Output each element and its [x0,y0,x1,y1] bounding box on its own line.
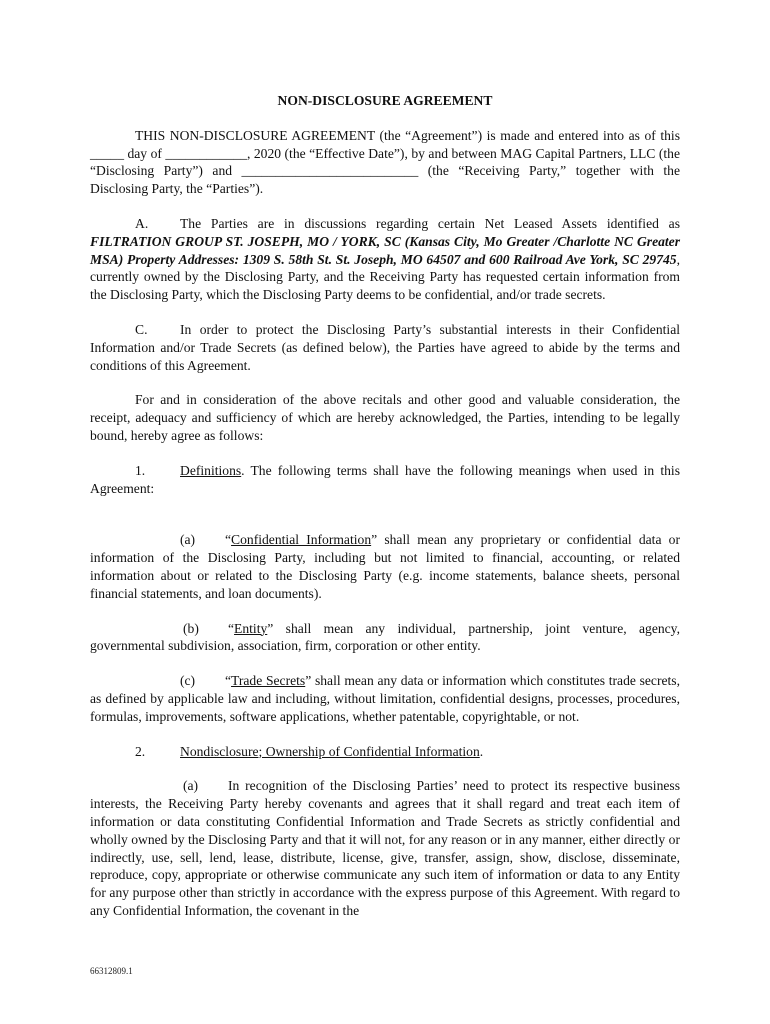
definition-b-open-quote: “ [228,620,235,636]
consideration-paragraph: For and in consideration of the above recitals and other good and valuable consideration, the receipt, adequacy and sufficiency of which are hereby acknowledged, the Parties, intending to be legally bound, hereby agree as follows: [90,392,680,443]
section-1-heading: Definitions [180,462,242,478]
section-2-heading: Nondisclosure; Ownership of Confidential Information [180,743,480,759]
section-1 [90,462,680,498]
section-2-a [90,777,680,919]
document-id-footer: 66312809.1 [90,966,133,976]
definition-c-label: (c) [180,673,196,689]
recital-a [90,215,680,304]
section-2 [90,743,680,761]
recital-c-label: C. [135,321,148,337]
document-body [90,92,680,920]
section-1-label: 1. [135,462,146,478]
recital-a-label: A. [135,215,149,231]
definition-a [90,531,680,602]
definition-c [90,672,680,725]
recital-a-property: FILTRATION GROUP ST. JOSEPH, MO / YORK, SC (Kansas City, Mo Greater /Charlotte NC Greater MSA) Property Addresses: 1309 S. 58th St. St. Joseph, MO 64507 and 600 Railroad Ave York, SC 29745 [90,233,680,267]
definition-b-term: Entity [234,620,268,636]
definition-a-label: (a) [180,532,196,548]
section-2-label: 2. [135,743,146,759]
definition-c-open-quote: “ [225,673,232,689]
recital-a-rest: , currently owned by the Disclosing Party, and the Receiving Party has requested certain information from the Disclosing Party, which the Disclosing Party deems to be confidential, and/or trade secrets. [90,251,680,303]
section-2-text: . [479,743,484,759]
recital-c [90,321,680,374]
section-1-text: . The following terms shall have the following meanings when used in this Agreement: [90,462,680,496]
definition-c-term: Trade Secrets [231,673,306,689]
definition-a-text: ” shall mean any proprietary or confidential data or information of the Disclosing Party, including but not limited to financial, accounting, or related information about or related to the Disclosing Party (e.g. income statements, balance sheets, personal financial statements, and loan documents). [90,532,680,601]
definition-a-term: Confidential Information [231,532,372,548]
definition-b-text: ” shall mean any individual, partnership, joint venture, agency, governmental subdivision, association, firm, corporation or other entity. [90,620,680,654]
definition-c-text: ” shall mean any data or information which constitutes trade secrets, as defined by applicable law and including, without limitation, confidential designs, processes, procedures, formulas, improvements, software applications, whether patentable, copyrightable, or not. [90,673,680,724]
section-2-a-label: (a) [183,778,199,794]
recital-a-lead: The Parties are in discussions regarding certain Net Leased Assets identified as [180,215,680,231]
intro-paragraph: THIS NON-DISCLOSURE AGREEMENT (the “Agreement”) is made and entered into as of this _____ day of ____________, 2020 (the “Effective Date”), by and between MAG Capital Partners, LLC (the “Disclosing Party”) and __________________________ (the “Receiving Party,” together with the Disclosing Party, the “Parties”). [90,127,680,197]
definition-b-label: (b) [183,620,199,636]
document-title: NON-DISCLOSURE AGREEMENT [277,93,493,108]
definition-a-open-quote: “ [225,532,232,548]
recital-c-text: In order to protect the Disclosing Party’s substantial interests in their Confidential Information and/or Trade Secrets (as defined below), the Parties have agreed to abide by the terms and conditions of this Agreement. [90,321,680,373]
section-2-a-text: In recognition of the Disclosing Parties’ need to protect its respective business interests, the Receiving Party hereby covenants and agrees that it shall regard and treat each item of information or data constituting Confidential Information and Trade Secrets as strictly confidential and wholly owned by the Disclosing Party and that it will not, for any reason or in any manner, either directly or indirectly, use, sell, lend, lease, distribute, license, give, transfer, assign, show, disclose, disseminate, reproduce, copy, appropriate or otherwise communicate any such item of information or data to any Entity for any purpose other than strictly in accordance with the express purpose of this Agreement. With regard to any Confidential Information, the covenant in the [90,778,680,918]
definition-b [90,620,680,656]
